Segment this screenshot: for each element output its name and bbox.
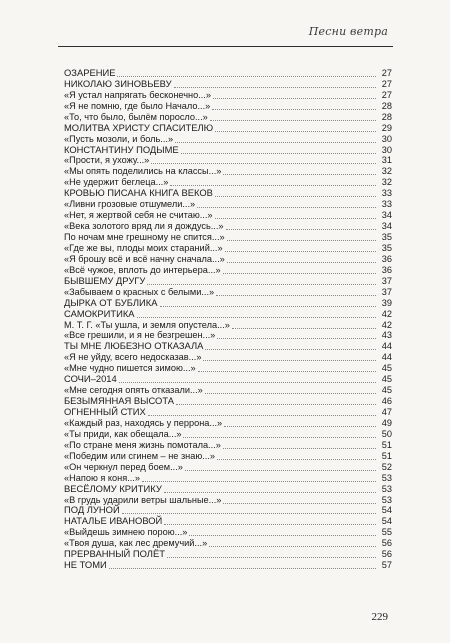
toc-entry	[64, 298, 392, 309]
dot-leader	[170, 184, 376, 186]
toc-entry-page: 30	[381, 133, 392, 144]
toc-entry-page: 32	[381, 166, 392, 177]
toc-entry	[64, 243, 392, 254]
toc-entry	[64, 166, 392, 177]
dot-leader	[174, 86, 376, 88]
dot-leader	[147, 283, 376, 285]
toc-entry-title: По ночам мне грешному не спится...»	[64, 232, 225, 243]
toc-entry	[64, 101, 392, 112]
toc-entry-title: «По стране меня жизнь помотала...»	[64, 439, 221, 450]
toc-entry-page: 43	[381, 330, 392, 341]
toc-entry-title: «Не удержит беглеца...»	[64, 177, 169, 188]
toc-entry-title: «Мы опять поделились на классы...»	[64, 166, 222, 177]
toc-entry-page: 37	[381, 275, 392, 286]
toc-entry	[64, 134, 392, 145]
toc-entry	[64, 221, 392, 232]
toc-entry-page: 27	[381, 78, 392, 89]
dot-leader	[164, 523, 376, 525]
dot-leader	[176, 403, 376, 405]
toc-entry-title: САМОКРИТИКА	[64, 307, 135, 319]
toc-entry	[64, 473, 392, 484]
toc-entry-title: «В грудь ударили ветры шальные...»	[64, 494, 222, 505]
toc-entry-title: «Я брошу всё и всё начну сначала...»	[64, 253, 225, 264]
dot-leader	[215, 130, 376, 132]
toc-entry-page: 39	[381, 297, 392, 308]
toc-entry-page: 30	[381, 144, 392, 155]
toc-entry-page: 36	[381, 253, 392, 264]
toc-entry-title: «Каждый раз, находясь у перрона...»	[64, 417, 223, 428]
toc-entry-page: 29	[381, 122, 392, 133]
toc-entry	[64, 451, 392, 462]
dot-leader	[137, 316, 376, 318]
dot-leader	[216, 294, 376, 296]
toc-entry-page: 53	[381, 472, 392, 483]
toc-entry-title: «Мне сегодня опять отказали...»	[64, 385, 203, 396]
toc-entry	[64, 484, 392, 495]
toc-entry	[64, 429, 392, 440]
toc-entry-title: «Прости, я ухожу...»	[64, 155, 150, 166]
toc-entry-page: 44	[381, 352, 392, 363]
toc-entry-title: «Я не уйду, всего недосказав...»	[64, 352, 202, 363]
toc-entry	[64, 560, 392, 571]
dot-leader	[223, 173, 376, 175]
toc-entry-title: М. Т. Г. «Ты ушла, и земля опустела...»	[64, 319, 230, 330]
toc-entry	[64, 199, 392, 210]
toc-entry-page: 52	[381, 461, 392, 472]
dot-leader	[142, 480, 376, 482]
dot-leader	[122, 512, 376, 514]
dot-leader	[183, 436, 376, 438]
toc-entry	[64, 145, 392, 156]
dot-leader	[181, 152, 376, 154]
toc-entry-title: «Все грешили, и я не безгрешен...»	[64, 330, 216, 341]
toc-entry	[64, 232, 392, 243]
toc-entry-page: 57	[381, 560, 392, 571]
toc-entry	[64, 156, 392, 167]
toc-entry	[64, 462, 392, 473]
dot-leader	[167, 556, 376, 558]
dot-leader	[215, 195, 376, 197]
toc-entry-title: «Мне чудно пишется зимою...»	[64, 363, 196, 374]
toc-entry-title: ОГНЕННЫЙ СТИХ	[64, 406, 146, 418]
toc-entry	[64, 79, 392, 90]
toc-entry	[64, 549, 392, 560]
dot-leader	[223, 502, 376, 504]
dot-leader	[217, 337, 376, 339]
dot-leader	[185, 469, 376, 471]
dot-leader	[164, 491, 376, 493]
dot-leader	[203, 359, 376, 361]
toc-entry-page: 27	[381, 67, 392, 78]
toc-entry-page: 47	[381, 407, 392, 418]
toc-entry-page: 35	[381, 232, 392, 243]
toc-entry-page: 42	[381, 319, 392, 330]
dot-leader	[151, 162, 376, 164]
toc-entry-page: 55	[381, 527, 392, 538]
toc-entry-title: «Нет, я жертвой себя не считаю...»	[64, 210, 213, 221]
toc-entry	[64, 407, 392, 418]
toc-entry-title: МОЛИТВА ХРИСТУ СПАСИТЕЛЮ	[64, 121, 214, 133]
toc-entry-title: БЕЗЫМЯННАЯ ВЫСОТА	[64, 395, 174, 407]
toc-entry-title: «Твоя душа, как лес дремучий...»	[64, 538, 208, 549]
toc-entry-page: 31	[381, 155, 392, 166]
toc-entry-page: 54	[381, 505, 392, 516]
toc-entry-page: 50	[381, 428, 392, 439]
dot-leader	[232, 327, 376, 329]
toc-entry-title: СОЧИ–2014	[64, 373, 117, 385]
toc-entry	[64, 418, 392, 429]
toc-entry-title: «Я устал напрягать бесконечно...»	[64, 89, 211, 100]
toc-entry-title: ПРЕРВАННЫЙ ПОЛЁТ	[64, 548, 165, 560]
dot-leader	[224, 425, 376, 427]
toc-entry-title: «Ты приди, как обещала...»	[64, 428, 182, 439]
toc-entry	[64, 527, 392, 538]
dot-leader	[226, 228, 376, 230]
dot-leader	[227, 239, 376, 241]
toc-entry-page: 51	[381, 450, 392, 461]
running-head: Песни ветра	[308, 25, 388, 38]
page-number: 229	[371, 611, 388, 623]
toc-entry-page: 33	[381, 188, 392, 199]
toc-entry-page: 35	[381, 242, 392, 253]
toc-entry-title: «Века золотого вряд ли я дождусь...»	[64, 221, 224, 232]
toc-entry-page: 32	[381, 177, 392, 188]
toc-entry	[64, 341, 392, 352]
dot-leader	[223, 447, 376, 449]
toc-entry-page: 44	[381, 341, 392, 352]
toc-entry-title: «Забываем о красных с белыми...»	[64, 286, 215, 297]
toc-entry-title: «Я не помню, где было Начало...»	[64, 100, 211, 111]
dot-leader	[210, 119, 376, 121]
dot-leader	[119, 381, 376, 383]
toc-entry-title: ДЫРКА ОТ БУБЛИКА	[64, 296, 158, 308]
toc-entry	[64, 374, 392, 385]
toc-entry-title: «То, что было, былём поросло...»	[64, 111, 208, 122]
toc-entry-title: «Всё чужое, вплоть до интерьера...»	[64, 264, 221, 275]
toc-entry-page: 53	[381, 483, 392, 494]
toc-entry	[64, 123, 392, 134]
table-of-contents	[64, 68, 392, 571]
toc-entry-title: «Где же вы, плоды моих стараний...»	[64, 242, 223, 253]
dot-leader	[160, 305, 377, 307]
toc-entry-page: 45	[381, 385, 392, 396]
toc-entry-page: 53	[381, 494, 392, 505]
toc-entry	[64, 309, 392, 320]
toc-entry	[64, 516, 392, 527]
dot-leader	[215, 217, 376, 219]
toc-entry-title: ПОД ЛУНОЙ	[64, 504, 120, 516]
dot-leader	[148, 414, 376, 416]
toc-entry-title: «Он черкнул перед боем...»	[64, 461, 183, 472]
toc-entry	[64, 320, 392, 331]
toc-entry-page: 28	[381, 100, 392, 111]
toc-entry	[64, 188, 392, 199]
toc-entry-title: НАТАЛЬЕ ИВАНОВОЙ	[64, 515, 163, 527]
dot-leader	[117, 75, 376, 77]
toc-entry	[64, 90, 392, 101]
dot-leader	[205, 392, 376, 394]
toc-entry	[64, 254, 392, 265]
toc-entry-page: 37	[381, 286, 392, 297]
toc-entry	[64, 276, 392, 287]
toc-entry-page: 36	[381, 264, 392, 275]
dot-leader	[189, 534, 376, 536]
toc-entry-page: 28	[381, 111, 392, 122]
toc-entry-title: ОЗАРЕНИЕ	[64, 66, 116, 78]
toc-entry-title: «Победим или сгинем – не знаю...»	[64, 450, 216, 461]
toc-entry-page: 45	[381, 374, 392, 385]
toc-entry-title: «Напою я коня...»	[64, 472, 140, 483]
dot-leader	[198, 370, 376, 372]
toc-entry-title: НИКОЛАЮ ЗИНОВЬЕВУ	[64, 77, 172, 89]
toc-entry-title: «Пусть мозоли, и боль...»	[64, 133, 174, 144]
toc-entry-page: 42	[381, 308, 392, 319]
toc-entry-page: 54	[381, 516, 392, 527]
toc-entry-page: 34	[381, 221, 392, 232]
toc-entry-title: ТЫ МНЕ ЛЮБЕЗНО ОТКАЗАЛА	[64, 340, 204, 352]
dot-leader	[217, 458, 376, 460]
dot-leader	[209, 545, 376, 547]
toc-entry-page: 34	[381, 210, 392, 221]
toc-entry-page: 56	[381, 549, 392, 560]
toc-entry-page: 46	[381, 396, 392, 407]
dot-leader	[175, 141, 376, 143]
toc-entry	[64, 352, 392, 363]
dot-leader	[227, 261, 376, 263]
toc-entry-title: БЫВШЕМУ ДРУГУ	[64, 274, 146, 286]
toc-entry-page: 33	[381, 199, 392, 210]
toc-entry-title: «Ливни грозовые отшумели...»	[64, 199, 196, 210]
toc-entry	[64, 440, 392, 451]
toc-entry-page: 27	[381, 89, 392, 100]
dot-leader	[197, 206, 376, 208]
toc-entry-title: ВЕСЁЛОМУ КРИТИКУ	[64, 482, 162, 494]
toc-entry-title: КОНСТАНТИНУ ПОДЫМЕ	[64, 143, 179, 155]
dot-leader	[225, 250, 376, 252]
header-rule	[58, 46, 393, 47]
toc-entry-page: 56	[381, 538, 392, 549]
toc-entry-page: 51	[381, 439, 392, 450]
dot-leader	[223, 272, 376, 274]
toc-entry-page: 45	[381, 363, 392, 374]
dot-leader	[109, 567, 376, 569]
toc-entry-title: «Выйдешь зимнею порою...»	[64, 527, 188, 538]
dot-leader	[205, 348, 376, 350]
toc-entry-title: НЕ ТОМИ	[64, 559, 107, 571]
dot-leader	[212, 108, 376, 110]
toc-entry-page: 49	[381, 417, 392, 428]
toc-entry-title: КРОВЬЮ ПИСАНА КНИГА ВЕКОВ	[64, 187, 213, 199]
dot-leader	[213, 97, 376, 99]
toc-entry	[64, 210, 392, 221]
